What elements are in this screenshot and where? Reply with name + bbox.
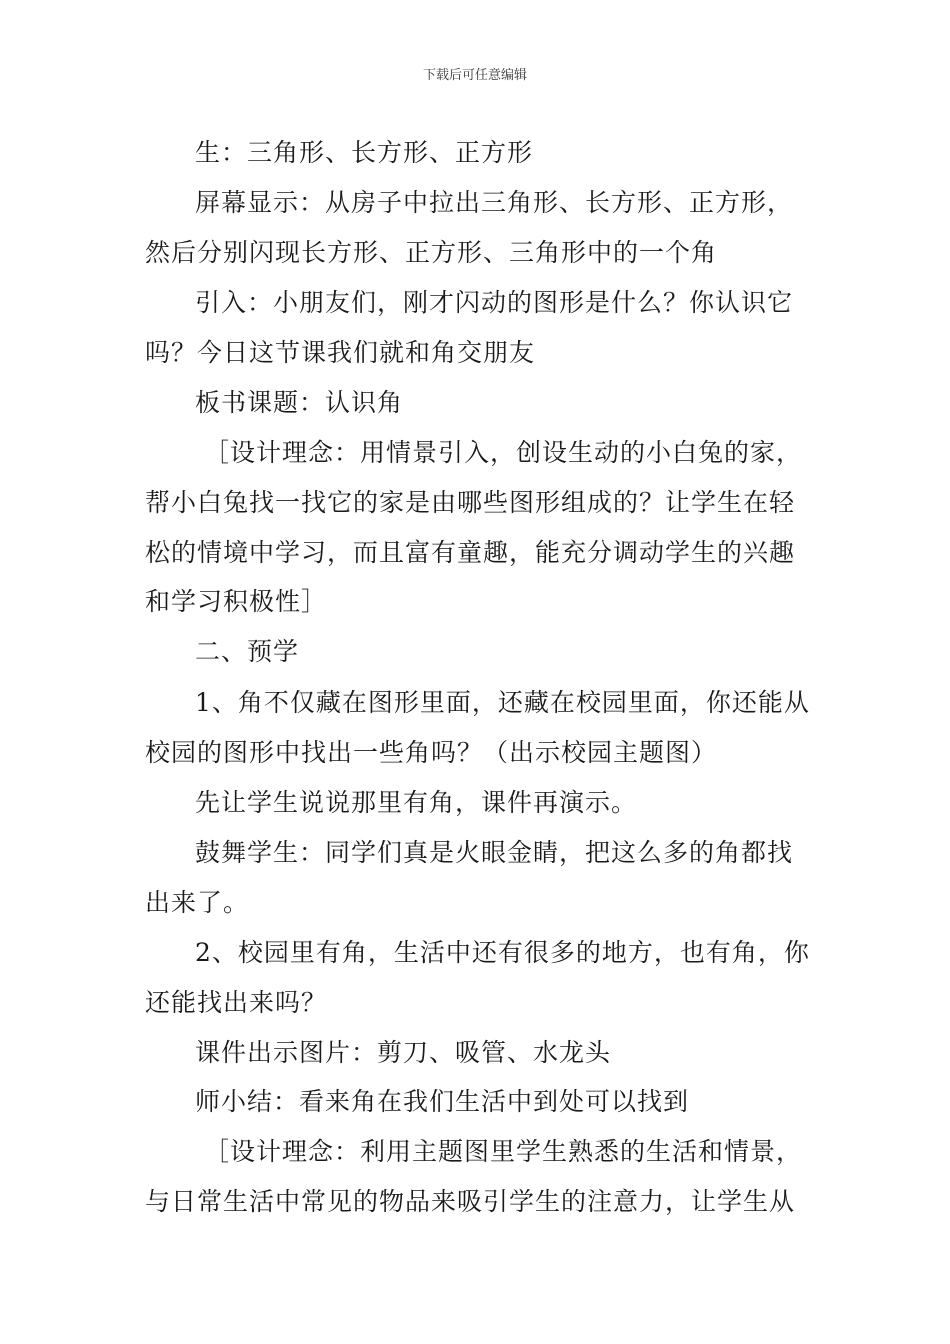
paragraph-line: 出来了。: [145, 888, 250, 917]
paragraph-line: 生：三角形、长方形、正方形: [195, 138, 534, 167]
paragraph-line: 还能找出来吗？: [145, 988, 328, 1017]
paragraph-line: 帮小白兔找一找它的家是由哪些图形组成的？让学生在轻: [145, 488, 796, 517]
paragraph-line: 与日常生活中常见的物品来吸引学生的注意力，让学生从: [145, 1187, 796, 1216]
paragraph-line: 校园的图形中找出一些角吗？（出示校园主题图）: [145, 738, 718, 767]
paragraph-line: 师小结：看来角在我们生活中到处可以找到: [195, 1087, 690, 1116]
paragraph-line: 和学习积极性］: [145, 587, 328, 616]
paragraph-line: 课件出示图片：剪刀、吸管、水龙头: [195, 1038, 612, 1067]
paragraph-line: 1、角不仅藏在图形里面，还藏在校园里面，你还能从: [195, 688, 810, 717]
paragraph-line: 鼓舞学生：同学们真是火眼金睛，把这么多的角都找: [195, 838, 794, 867]
paragraph-line: 然后分别闪现长方形、正方形、三角形中的一个角: [145, 238, 718, 267]
paragraph-line: 先让学生说说那里有角，课件再演示。: [195, 788, 638, 817]
paragraph-line: 2、校园里有角，生活中还有很多的地方，也有角，你: [195, 938, 810, 967]
paragraph-line: 板书课题：认识角: [195, 388, 404, 417]
paragraph-line: 屏幕显示：从房子中拉出三角形、长方形、正方形，: [195, 188, 794, 217]
page-header: 下载后可任意编辑: [422, 68, 527, 83]
paragraph-line: 吗？今日这节课我们就和角交朋友: [145, 338, 536, 367]
section-heading: 二、预学: [195, 637, 300, 666]
paragraph-line: ［设计理念：用情景引入，创设生动的小白兔的家，: [204, 438, 803, 467]
paragraph-line: 引入：小朋友们，刚才闪动的图形是什么？你认识它: [195, 288, 794, 317]
paragraph-line: ［设计理念：利用主题图里学生熟悉的生活和情景，: [204, 1137, 803, 1166]
paragraph-line: 松的情境中学习，而且富有童趣，能充分调动学生的兴趣: [145, 538, 796, 567]
